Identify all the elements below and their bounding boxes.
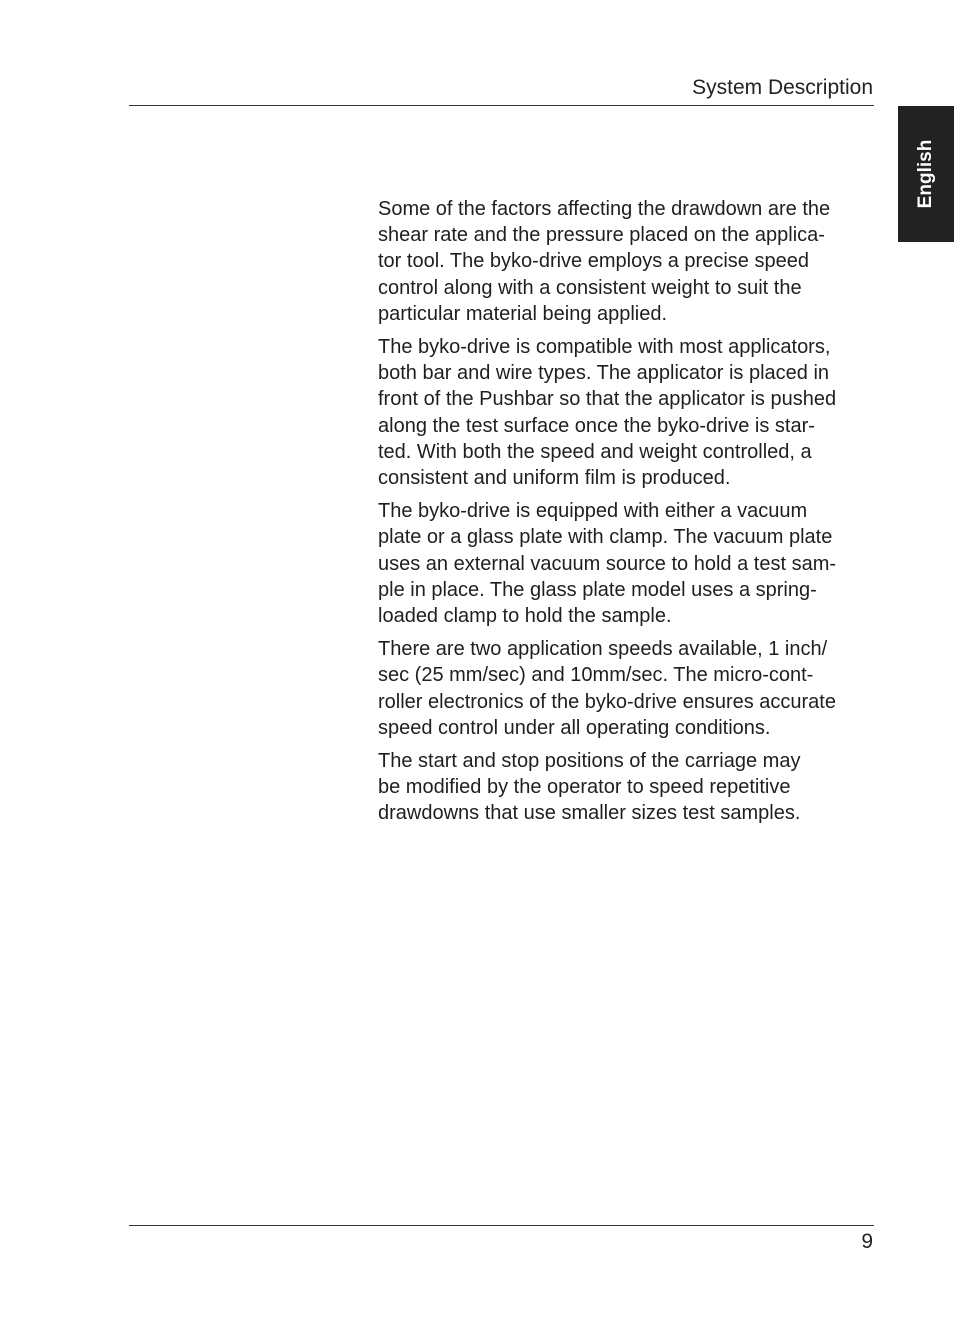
language-tab <box>898 106 954 242</box>
paragraph <box>378 748 874 827</box>
text-line: plate or a glass plate with clamp. The vacuum plate <box>378 526 833 549</box>
text-line: along the test surface once the byko-drive is star- <box>378 414 815 437</box>
text-line: shear rate and the pressure placed on the applica- <box>378 224 825 247</box>
text-line: be modified by the operator to speed repetitive <box>378 776 791 799</box>
text-line: ted. With both the speed and weight controlled, a <box>378 440 812 463</box>
paragraph <box>378 196 874 327</box>
text-line: uses an external vacuum source to hold a test sam- <box>378 552 837 575</box>
text-line: There are two application speeds available, 1 inch/ <box>378 638 828 661</box>
text-line: loaded clamp to hold the sample. <box>378 605 672 628</box>
text-line: front of the Pushbar so that the applicator is pushed <box>378 388 837 411</box>
text-line: ple in place. The glass plate model uses a spring- <box>378 578 817 601</box>
header-divider <box>129 105 874 106</box>
text-line: consistent and uniform film is produced. <box>378 467 731 490</box>
footer-divider <box>129 1225 874 1226</box>
language-tab-label: English <box>915 139 936 209</box>
text-line: sec (25 mm/sec) and 10mm/sec. The micro-cont- <box>378 664 814 687</box>
text-line: tor tool. The byko-drive employs a precise speed <box>378 250 809 273</box>
paragraph <box>378 498 874 629</box>
text-line: speed control under all operating conditions. <box>378 716 771 739</box>
page-header-title: System Description <box>692 76 873 99</box>
text-line: Some of the factors affecting the drawdown are the <box>378 198 831 220</box>
text-line: control along with a consistent weight to suit the <box>378 276 802 299</box>
body-text <box>378 196 874 834</box>
text-line: particular material being applied. <box>378 302 668 325</box>
page-number: 9 <box>861 1230 873 1253</box>
paragraph <box>378 636 874 741</box>
paragraph <box>378 334 874 491</box>
text-line: drawdowns that use smaller sizes test samples. <box>378 802 801 825</box>
text-line: The byko-drive is compatible with most applicators, <box>378 336 831 359</box>
text-line: The start and stop positions of the carriage may <box>378 750 801 773</box>
text-line: both bar and wire types. The applicator is placed in <box>378 362 830 385</box>
text-line: roller electronics of the byko-drive ensures accurate <box>378 690 836 713</box>
text-line: The byko-drive is equipped with either a vacuum <box>378 500 808 523</box>
